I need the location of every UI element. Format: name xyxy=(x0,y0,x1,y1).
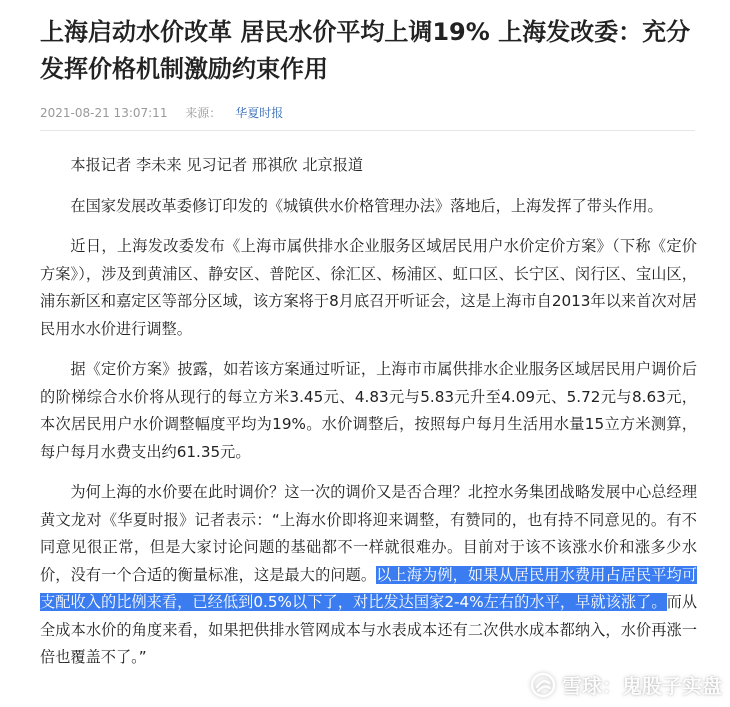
quote-text: 为何上海的水价要在此时调价？这一次的调价又是否合理？北控水务集团战略发展中心总经理黄文龙对《华夏时报》记者表示：“上海水价即将迎来调整，有赞同的，也有持不同意见的。有不同意见很正常，但是大家讨论问题的基础都不一样就很难办。目前对于该不该涨水价和涨多少水价，没有一个合适的衡量标准，这是最大的问题。 xyxy=(40,483,697,584)
source-link[interactable]: 华夏时报 xyxy=(235,106,284,120)
article-title: 上海启动水价改革 居民水价平均上调19% 上海发改委：充分发挥价格机制激励约束作用 xyxy=(40,18,691,83)
divider xyxy=(40,130,695,131)
paragraph-prices: 据《定价方案》披露，如若该方案通过听证，上海市市属供排水企业服务区域居民用户调价后的阶梯综合水价将从现行的每立方米3.45元、4.83元与5.83元升至4.09元、5.72元与8.63元，本次居民用户水价调整幅度平均为19%。水价调整后，按照每户每月生活用水量15立方米测算，每户每月水费支出约61.35元。 xyxy=(40,360,697,461)
source xyxy=(185,106,297,120)
publish-date: 2021-08-21 13:07:11 xyxy=(40,106,168,120)
article-body xyxy=(40,152,697,685)
article-meta xyxy=(40,104,311,121)
paragraph-intro: 在国家发展改革委修订印发的《城镇供水价格管理办法》落地后，上海发挥了带头作用。 xyxy=(70,196,663,215)
source-label: 来源： xyxy=(185,106,222,120)
watermark xyxy=(530,670,722,699)
highlighted-selection[interactable]: 以上海为例，如果从居民用水费用占居民平均可支配收入的比例来看，已经低到0.5%以下了，对比发达国家2-4%左右的水平，早就该涨了。 xyxy=(40,565,697,611)
snowball-icon xyxy=(530,672,556,698)
paragraph-plan: 近日，上海发改委发布《上海市属供排水企业服务区域居民用户水价定价方案》（下称《定价方案》），涉及到黄浦区、静安区、普陀区、徐汇区、杨浦区、虹口区、长宁区、闵行区、宝山区，浦东新区和嘉定区等部分区域，该方案将于8月底召开听证会，这是上海市自2013年以来首次对居民用水水价进行调整。 xyxy=(40,237,697,338)
paragraph-quote xyxy=(40,479,697,672)
paragraph-byline: 本报记者 李未来 见习记者 邢祺欣 北京报道 xyxy=(70,156,364,174)
watermark-text: 雪球：鬼股子实盘 xyxy=(562,674,722,698)
quote-text-end: 而从全成本水价的角度来看，如果把供排水管网成本与水表成本还有二次供水成本都纳入，水价再涨一倍也覆盖不了。” xyxy=(40,593,698,666)
